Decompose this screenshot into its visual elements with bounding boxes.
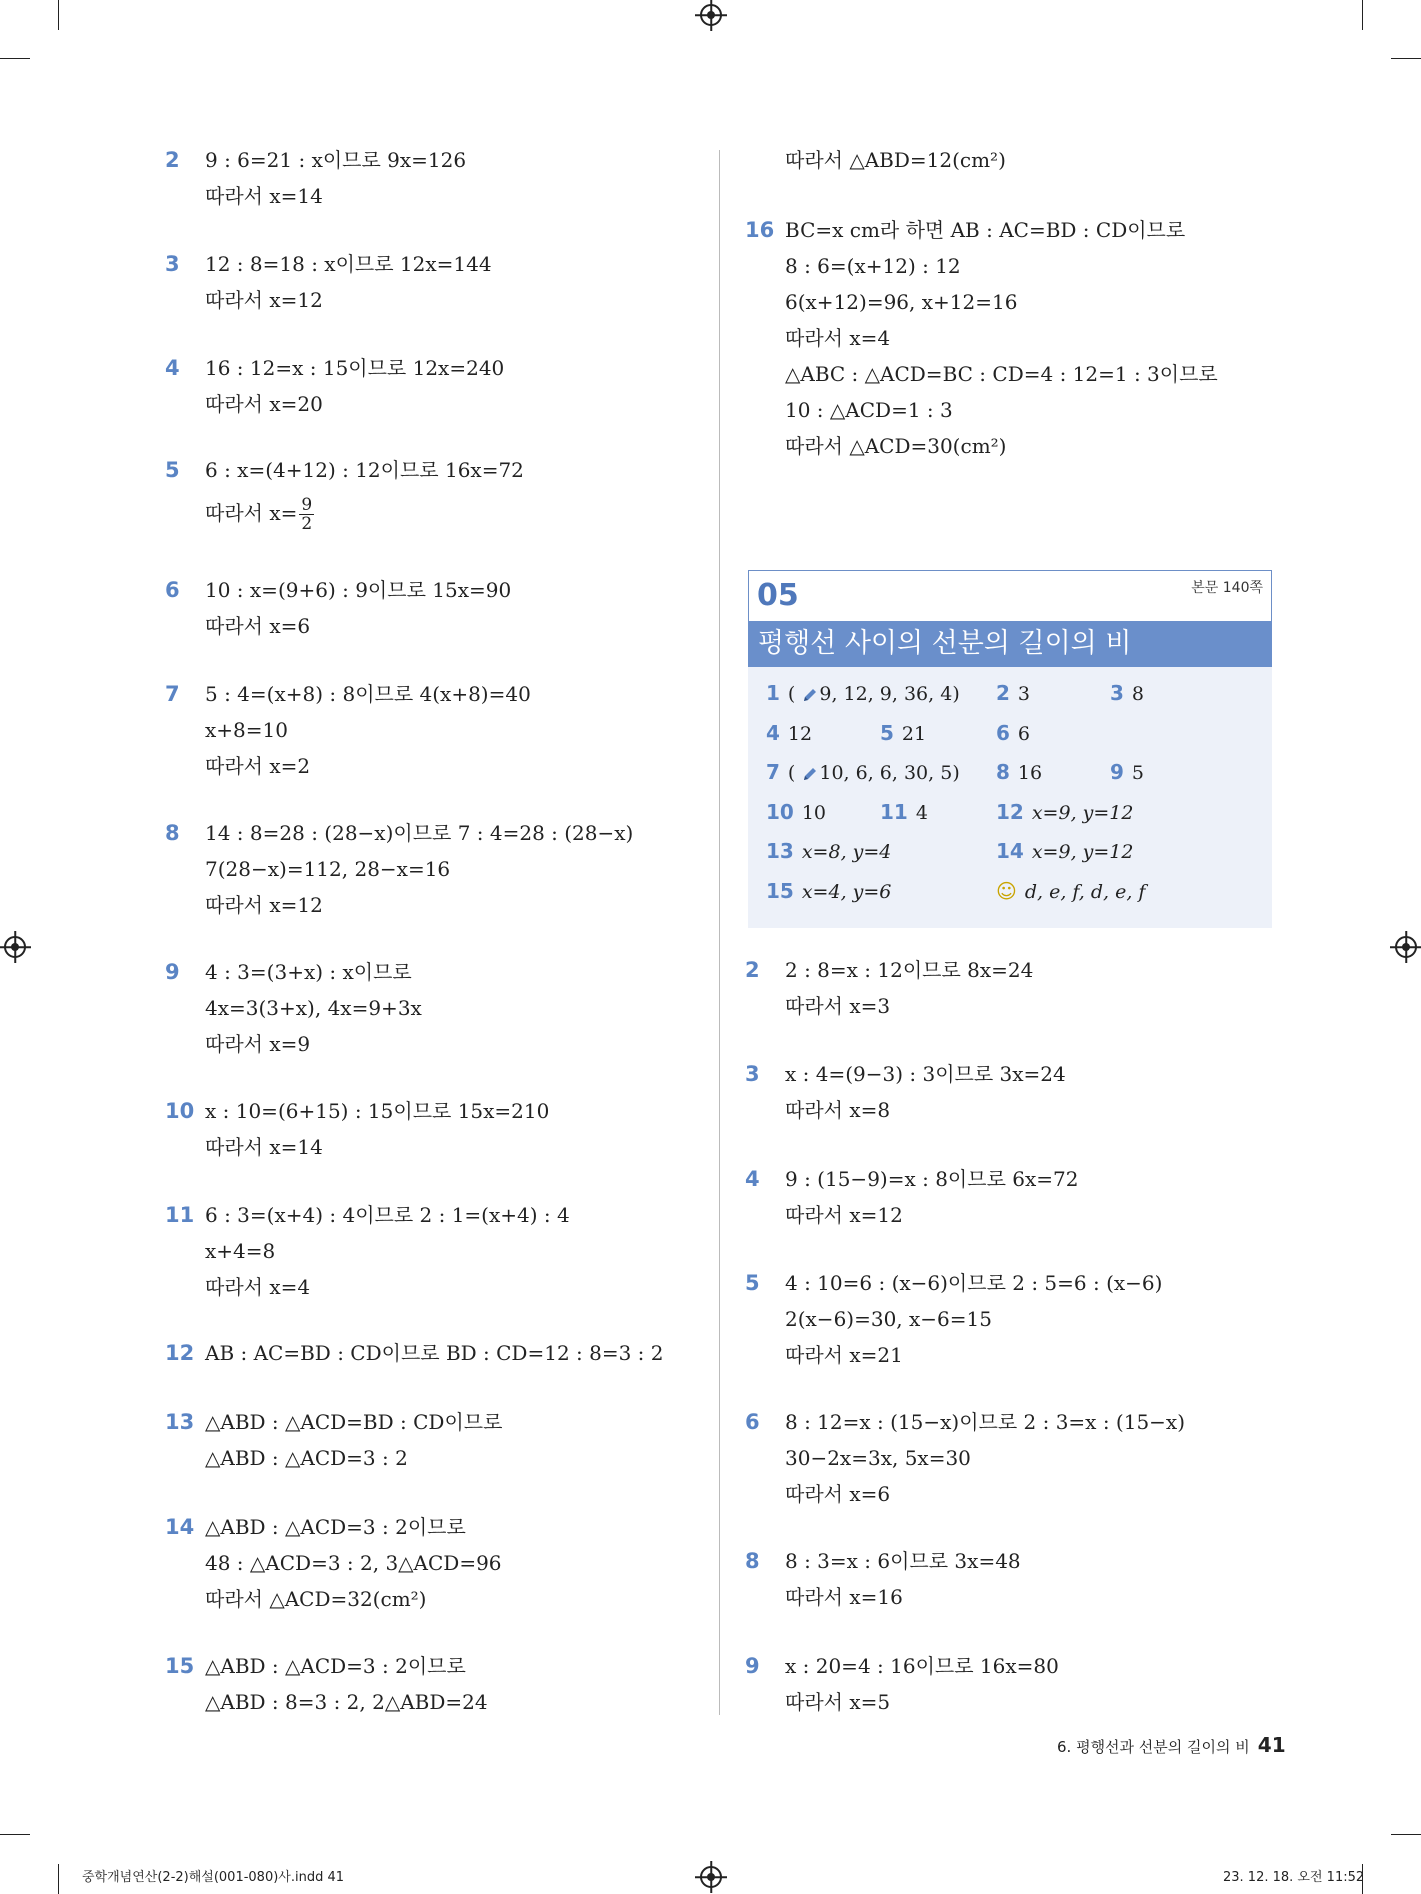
solution-line: x+8=10 (205, 718, 288, 742)
solution-line: 10 : △ACD=1 : 3 (785, 398, 953, 422)
solution-line: 따라서 x=14 (205, 1135, 323, 1159)
fraction (299, 496, 314, 533)
registration-mark-icon (700, 1866, 722, 1888)
answer-item (1110, 679, 1144, 708)
answer-grid (748, 667, 1272, 928)
problem-number: 5 (165, 458, 180, 482)
solution-line: x : 20=4 : 16이므로 16x=80 (785, 1654, 1059, 1678)
solution-item (165, 142, 466, 214)
solution-item (165, 452, 524, 538)
answer-number: 6 (996, 721, 1010, 745)
solution-line: 30−2x=3x, 5x=30 (785, 1446, 971, 1470)
solution-line: 따라서 x=3 (785, 994, 891, 1018)
solution-line: △ABD : △ACD=3 : 2 (205, 1446, 408, 1470)
solution-line: 따라서 x=12 (205, 893, 323, 917)
page-reference: 본문 140쪽 (1191, 580, 1263, 596)
answer-value: x=9, y=12 (1031, 841, 1134, 863)
solution-line: x : 4=(9−3) : 3이므로 3x=24 (785, 1062, 1066, 1086)
solution-item (165, 1197, 570, 1305)
problem-number: 6 (745, 1410, 760, 1434)
problem-number: 3 (165, 252, 180, 276)
solution-line: 2(x−6)=30, x−6=15 (785, 1307, 992, 1331)
crop-mark (58, 1864, 59, 1894)
solution-item (165, 246, 492, 318)
answer-item (766, 719, 812, 748)
problem-number: 4 (745, 1167, 760, 1191)
solution-line: △ABD : △ACD=3 : 2이므로 (205, 1515, 466, 1539)
smiley-icon: ☺ (996, 879, 1017, 903)
answer-item (880, 798, 928, 827)
solution-line: 따라서 x=6 (785, 1482, 891, 1506)
problem-number: 7 (165, 682, 180, 706)
answer-item (880, 719, 926, 748)
solution-item (745, 1648, 1059, 1720)
crop-mark (1391, 1834, 1421, 1835)
solution-line: 9 : 6=21 : x이므로 9x=126 (205, 148, 467, 172)
fraction-prefix: 따라서 x= (205, 501, 298, 525)
answer-value: x=4, y=6 (801, 881, 892, 903)
solution-line: 6 : 3=(x+4) : 4이므로 2 : 1=(x+4) : 4 (205, 1203, 570, 1227)
solution-item (745, 1265, 1162, 1373)
pencil-icon (801, 765, 819, 783)
problem-number: 3 (745, 1062, 760, 1086)
problem-number: 2 (165, 148, 180, 172)
solution-line: x : 10=(6+15) : 15이므로 15x=210 (205, 1099, 550, 1123)
solution-line: 12 : 8=18 : x이므로 12x=144 (205, 252, 492, 276)
solution-line: 따라서 x=4 (205, 1275, 311, 1299)
solution-item (745, 1161, 1078, 1233)
pencil-icon (801, 686, 819, 704)
solution-line: 48 : △ACD=3 : 2, 3△ACD=96 (205, 1551, 502, 1575)
problem-number: 14 (165, 1515, 195, 1539)
answer-value: 8 (1131, 683, 1145, 705)
solution-line: 5 : 4=(x+8) : 8이므로 4(x+8)=40 (205, 682, 531, 706)
section-header (748, 570, 1272, 621)
answer-value: x=9, y=12 (1031, 802, 1134, 824)
solution-line: 4 : 3=(3+x) : x이므로 (205, 960, 412, 984)
solution-line: 따라서 x=6 (205, 614, 311, 638)
problem-number: 5 (745, 1271, 760, 1295)
page-number: 41 (1257, 1733, 1286, 1757)
section-number: 05 (757, 578, 799, 613)
answer-number: 3 (1110, 681, 1124, 705)
problem-number: 11 (165, 1203, 195, 1227)
answer-item (996, 877, 1145, 906)
answer-number: 4 (766, 721, 780, 745)
problem-number: 16 (745, 218, 775, 242)
solution-item (165, 676, 531, 784)
solution-line: 14 : 8=28 : (28−x)이므로 7 : 4=28 : (28−x) (205, 821, 634, 845)
solution-item (165, 815, 633, 923)
problem-number: 10 (165, 1099, 195, 1123)
registration-mark-icon (700, 4, 722, 26)
solution-line: 6 : x=(4+12) : 12이므로 16x=72 (205, 458, 524, 482)
solution-item (165, 1093, 549, 1165)
print-slug-file: 중학개념연산(2-2)해설(001-080)사.indd 41 (82, 1870, 345, 1885)
answer-item (766, 837, 891, 866)
section-title: 평행선 사이의 선분의 길이의 비 (748, 621, 1272, 667)
solution-line: 9 : (15−9)=x : 8이므로 6x=72 (785, 1167, 1079, 1191)
fraction-denominator: 2 (301, 514, 313, 534)
solution-line: AB : AC=BD : CD이므로 BD : CD=12 : 8=3 : 2 (205, 1341, 664, 1365)
answer-number: 1 (766, 681, 780, 705)
crop-mark (58, 0, 59, 30)
answer-value: 3 (1017, 683, 1031, 705)
answer-number: 11 (880, 800, 908, 824)
answer-number: 9 (1110, 760, 1124, 784)
problem-number: 4 (165, 356, 180, 380)
answer-number: 7 (766, 760, 780, 784)
crop-mark (0, 1834, 30, 1835)
solution-item (745, 212, 1218, 464)
answer-value: x=8, y=4 (801, 841, 892, 863)
answer-item (1110, 758, 1144, 787)
solution-item (165, 1648, 488, 1720)
solution-line: 2 : 8=x : 12이므로 8x=24 (785, 958, 1034, 982)
problem-number: 13 (165, 1410, 195, 1434)
solution-line (205, 488, 524, 538)
solution-line: △ABC : △ACD=BC : CD=4 : 12=1 : 3이므로 (785, 362, 1218, 386)
solution-item (745, 1543, 1021, 1615)
answer-value: 12 (787, 723, 813, 745)
answer-value: 10, 6, 6, 30, 5 (819, 762, 953, 784)
answer-value: 21 (901, 723, 927, 745)
solution-line: BC=x cm라 하면 AB : AC=BD : CD이므로 (785, 218, 1186, 242)
solution-line: 따라서 x=4 (785, 326, 891, 350)
answer-value: 9, 12, 9, 36, 4 (819, 683, 953, 705)
answer-number: 12 (996, 800, 1024, 824)
answer-item: 1 ( 9, 12, 9, 36, 4) (766, 681, 960, 705)
solution-line: 따라서 x=9 (205, 1032, 311, 1056)
problem-number: 15 (165, 1654, 195, 1678)
solution-line: x+4=8 (205, 1239, 276, 1263)
answer-value: 6 (1017, 723, 1031, 745)
solution-line: 따라서 x=21 (785, 1343, 903, 1367)
solution-line: 4x=3(3+x), 4x=9+3x (205, 996, 422, 1020)
answer-summary-box (748, 570, 1272, 928)
problem-number: 2 (745, 958, 760, 982)
answer-number: 14 (996, 839, 1024, 863)
solution-line: 6(x+12)=96, x+12=16 (785, 290, 1018, 314)
registration-mark-icon (1395, 936, 1417, 958)
column-divider (719, 150, 720, 1715)
crop-mark (1391, 58, 1421, 59)
chapter-title: 6. 평행선과 선분의 길이의 비 (1057, 1738, 1250, 1756)
fraction-numerator: 9 (301, 495, 313, 515)
answer-item (996, 798, 1133, 827)
answer-item (766, 798, 826, 827)
solution-item (745, 142, 1006, 178)
solution-item (165, 572, 511, 644)
answer-value: d, e, f, d, e, f (1024, 881, 1146, 903)
registration-mark-icon (4, 936, 26, 958)
solution-line: △ABD : △ACD=BD : CD이므로 (205, 1410, 503, 1434)
answer-item: 7 ( 10, 6, 6, 30, 5) (766, 760, 960, 784)
crop-mark (1362, 0, 1363, 30)
answer-number: 13 (766, 839, 794, 863)
answer-value: 16 (1017, 762, 1043, 784)
page-footer (1057, 1733, 1286, 1757)
answer-number: 15 (766, 879, 794, 903)
solution-item (745, 1404, 1185, 1512)
solution-line: 따라서 x=16 (785, 1585, 903, 1609)
solution-line: 따라서 x=12 (785, 1203, 903, 1227)
solution-line: 4 : 10=6 : (x−6)이므로 2 : 5=6 : (x−6) (785, 1271, 1163, 1295)
solution-line: 8 : 12=x : (15−x)이므로 2 : 3=x : (15−x) (785, 1410, 1186, 1434)
problem-number: 6 (165, 578, 180, 602)
answer-item (996, 679, 1030, 708)
crop-mark (0, 58, 30, 59)
solution-line: 8 : 3=x : 6이므로 3x=48 (785, 1549, 1021, 1573)
answer-value: 5 (1131, 762, 1145, 784)
solution-line: 10 : x=(9+6) : 9이므로 15x=90 (205, 578, 512, 602)
solution-line: 따라서 △ACD=30(cm²) (785, 434, 1007, 458)
problem-number: 9 (165, 960, 180, 984)
solution-line: 따라서 x=2 (205, 754, 311, 778)
solution-line: 8 : 6=(x+12) : 12 (785, 254, 961, 278)
solution-item (165, 350, 504, 422)
answer-number: 5 (880, 721, 894, 745)
answer-item (996, 719, 1030, 748)
solution-line: 따라서 △ACD=32(cm²) (205, 1587, 427, 1611)
solution-line: 16 : 12=x : 15이므로 12x=240 (205, 356, 505, 380)
answer-item (766, 877, 891, 906)
solution-item (745, 1056, 1066, 1128)
solution-item (165, 954, 422, 1062)
answer-value: 4 (915, 802, 928, 824)
answer-item (996, 758, 1042, 787)
answer-number: 8 (996, 760, 1010, 784)
answer-item (996, 837, 1133, 866)
solution-line: 7(28−x)=112, 28−x=16 (205, 857, 451, 881)
answer-value: 10 (801, 802, 827, 824)
solution-line: 따라서 x=5 (785, 1690, 891, 1714)
print-slug-date: 23. 12. 18. 오전 11:52 (1223, 1870, 1365, 1885)
problem-number: 8 (745, 1549, 760, 1573)
solution-line: △ABD : △ACD=3 : 2이므로 (205, 1654, 466, 1678)
problem-number: 12 (165, 1341, 195, 1365)
solution-line: 따라서 x=20 (205, 392, 323, 416)
solution-item (745, 952, 1033, 1024)
solution-line: 따라서 x=14 (205, 184, 323, 208)
solution-line: 따라서 △ABD=12(cm²) (785, 148, 1006, 172)
answer-number: 10 (766, 800, 794, 824)
solution-item (165, 1404, 502, 1476)
answer-number: 2 (996, 681, 1010, 705)
solution-line: 따라서 x=8 (785, 1098, 891, 1122)
problem-number: 9 (745, 1654, 760, 1678)
solution-line: 따라서 x=12 (205, 288, 323, 312)
solution-item (165, 1335, 664, 1371)
solution-item (165, 1509, 502, 1617)
problem-number: 8 (165, 821, 180, 845)
solution-line: △ABD : 8=3 : 2, 2△ABD=24 (205, 1690, 488, 1714)
